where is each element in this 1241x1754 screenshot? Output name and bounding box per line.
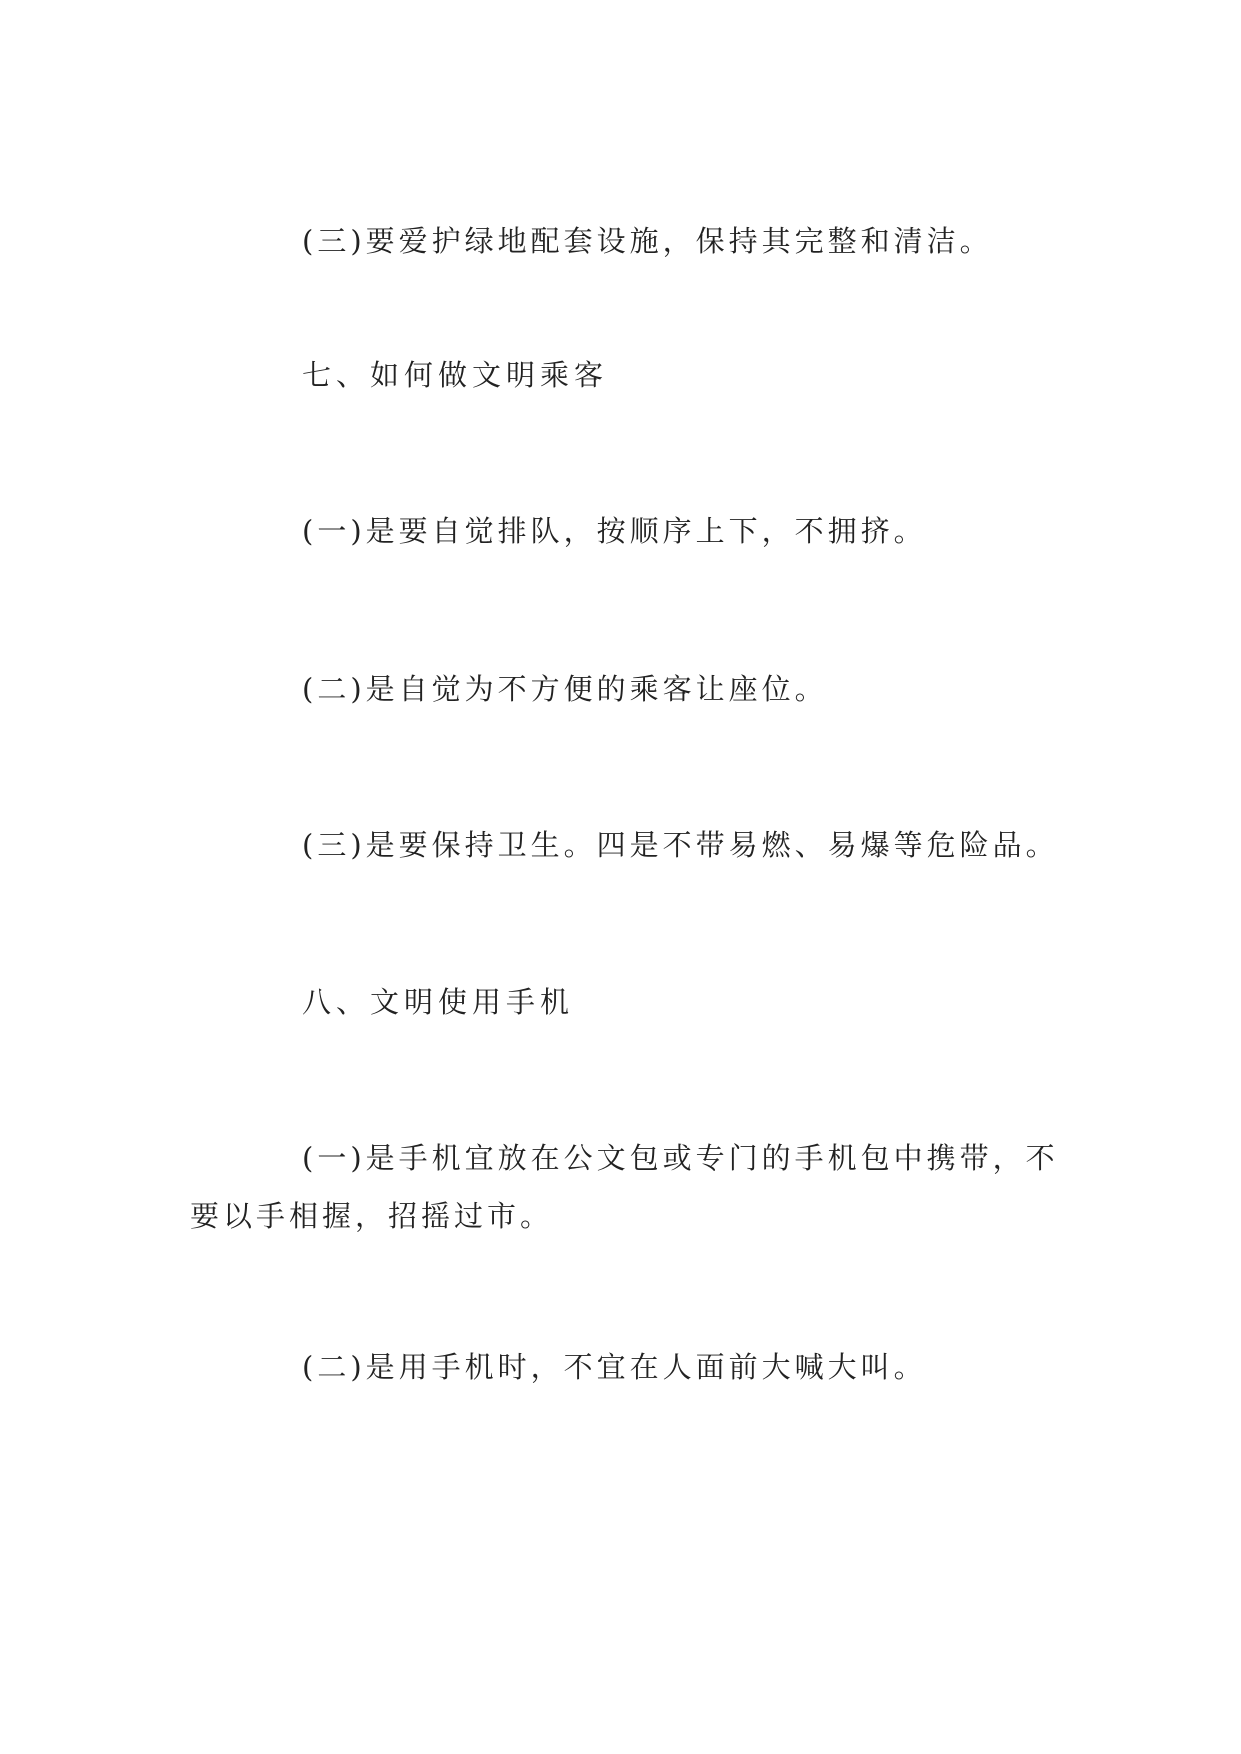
section-heading-7: 七、如何做文明乘客 — [302, 358, 609, 392]
paragraph-item-1-phone-carry: (一)是手机宜放在公文包或专门的手机包中携带，不要以手相握，招摇过市。 — [190, 1141, 1059, 1233]
paragraph-item-3-greenland: (三)要爱护绿地配套设施，保持其完整和清洁。 — [302, 224, 993, 258]
section-heading-8: 八、文明使用手机 — [302, 985, 575, 1019]
paragraph-item-2-phone-voice: (二)是用手机时，不宜在人面前大喊大叫。 — [302, 1350, 927, 1384]
paragraph-item-1-queue: (一)是要自觉排队，按顺序上下，不拥挤。 — [302, 514, 927, 548]
paragraph-item-3-hygiene: (三)是要保持卫生。四是不带易燃、易爆等危险品。 — [302, 828, 1059, 862]
paragraph-item-2-seat: (二)是自觉为不方便的乘客让座位。 — [302, 672, 828, 706]
